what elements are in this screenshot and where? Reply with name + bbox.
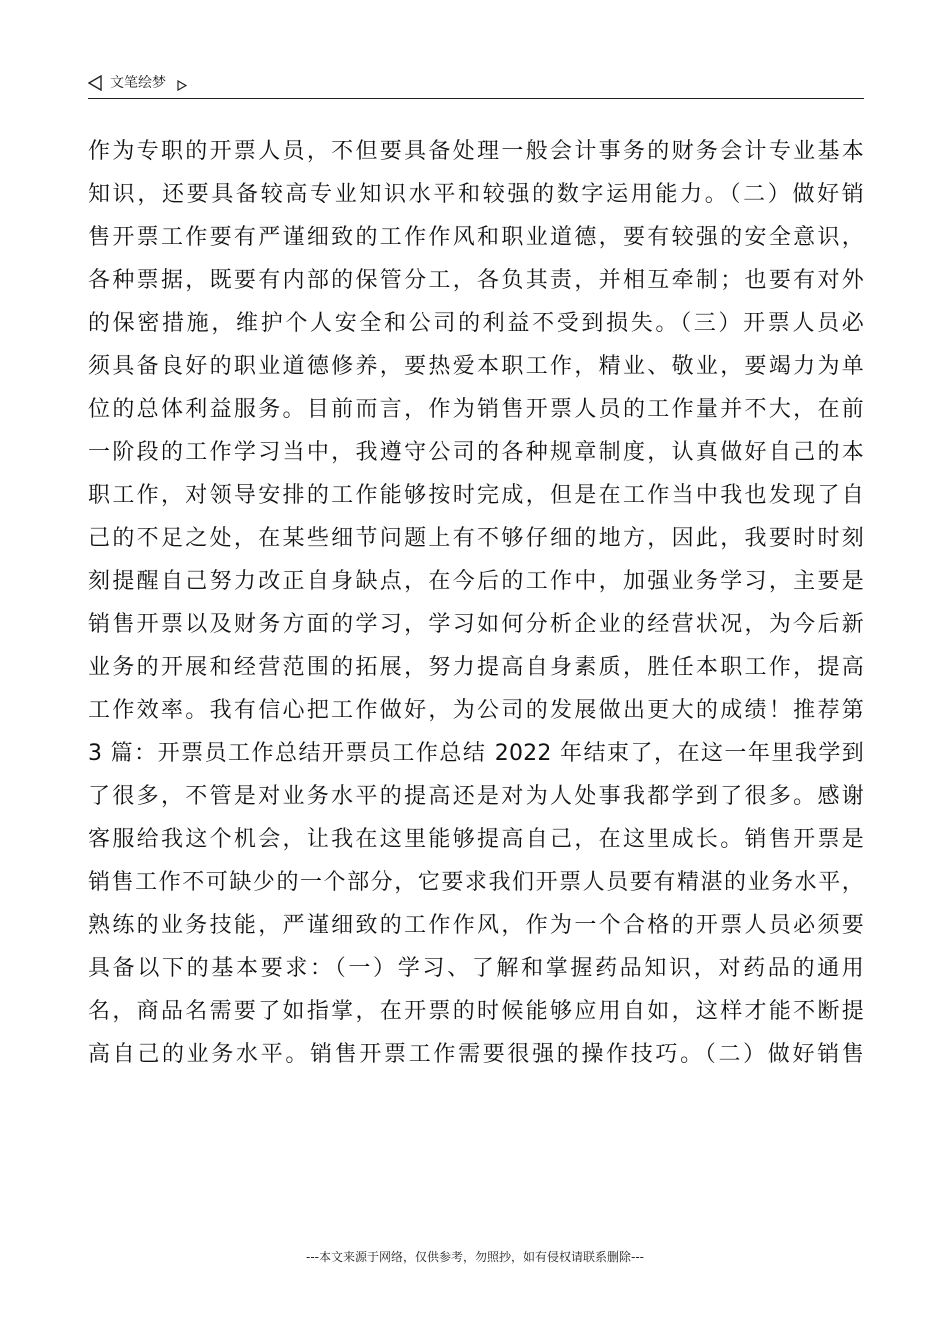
text-line: 客服给我这个机会，让我在这里能够提高自己，在这里成长。销售开票是: [88, 827, 864, 852]
text-line: 售开票工作要有严谨细致的工作作风和职业道德，要有较强的安全意识，: [88, 225, 864, 250]
right-triangle-outline-icon: [177, 76, 187, 87]
text-line: 工作效率。我有信心把工作做好，为公司的发展做出更大的成绩！推荐第: [88, 698, 864, 723]
text-line: 销售开票以及财务方面的学习，学习如何分析企业的经营状况，为今后新: [88, 612, 864, 637]
text-line: 刻提醒自己努力改正自身缺点，在今后的工作中，加强业务学习，主要是: [88, 569, 864, 594]
text-line: 各种票据，既要有内部的保管分工，各负其责，并相互牵制；也要有对外: [88, 268, 864, 293]
text-line: 职工作，对领导安排的工作能够按时完成，但是在工作当中我也发现了自: [88, 483, 864, 508]
text-line: 己的不足之处，在某些细节问题上有不够仔细的地方，因此，我要时时刻: [88, 526, 864, 551]
text-line: 一阶段的工作学习当中，我遵守公司的各种规章制度，认真做好自己的本: [88, 440, 864, 465]
text-line: 的保密措施，维护个人安全和公司的利益不受到损失。（三）开票人员必: [88, 311, 864, 336]
text-line: 位的总体利益服务。目前而言，作为销售开票人员的工作量并不大，在前: [88, 397, 864, 422]
text-line: 业务的开展和经营范围的拓展，努力提高自身素质，胜任本职工作，提高: [88, 655, 864, 680]
text-line: 作为专职的开票人员，不但要具备处理一般会计事务的财务会计专业基本: [88, 139, 864, 164]
header-title: 文笔绘梦: [110, 75, 166, 91]
text-line: 3 篇：开票员工作总结开票员工作总结 2022 年结束了，在这一年里我学到: [88, 741, 864, 766]
text-line: 高自己的业务水平。销售开票工作需要很强的操作技巧。（二）做好销售: [88, 1042, 864, 1067]
footer-disclaimer: ---本文来源于网络，仅供参考，勿照抄，如有侵权请联系删除---: [306, 1250, 644, 1264]
document-body: [88, 130, 864, 1076]
text-line: 名，商品名需要了如指掌，在开票的时候能够应用自如，这样才能不断提: [88, 999, 864, 1024]
text-line: 了很多，不管是对业务水平的提高还是对为人处事我都学到了很多。感谢: [88, 784, 864, 809]
text-line: 熟练的业务技能，严谨细致的工作作风，作为一个合格的开票人员必须要: [88, 913, 864, 938]
text-line: 销售工作不可缺少的一个部分，它要求我们开票人员要有精湛的业务水平，: [88, 870, 864, 895]
text-line: 知识，还要具备较高专业知识水平和较强的数字运用能力。（二）做好销: [88, 182, 864, 207]
text-line: 具备以下的基本要求：（一）学习、了解和掌握药品知识，对药品的通用: [88, 956, 864, 981]
text-line: 须具备良好的职业道德修养，要热爱本职工作，精业、敬业，要竭力为单: [88, 354, 864, 379]
page-header: [88, 72, 864, 99]
left-triangle-outline-icon: [88, 75, 102, 91]
